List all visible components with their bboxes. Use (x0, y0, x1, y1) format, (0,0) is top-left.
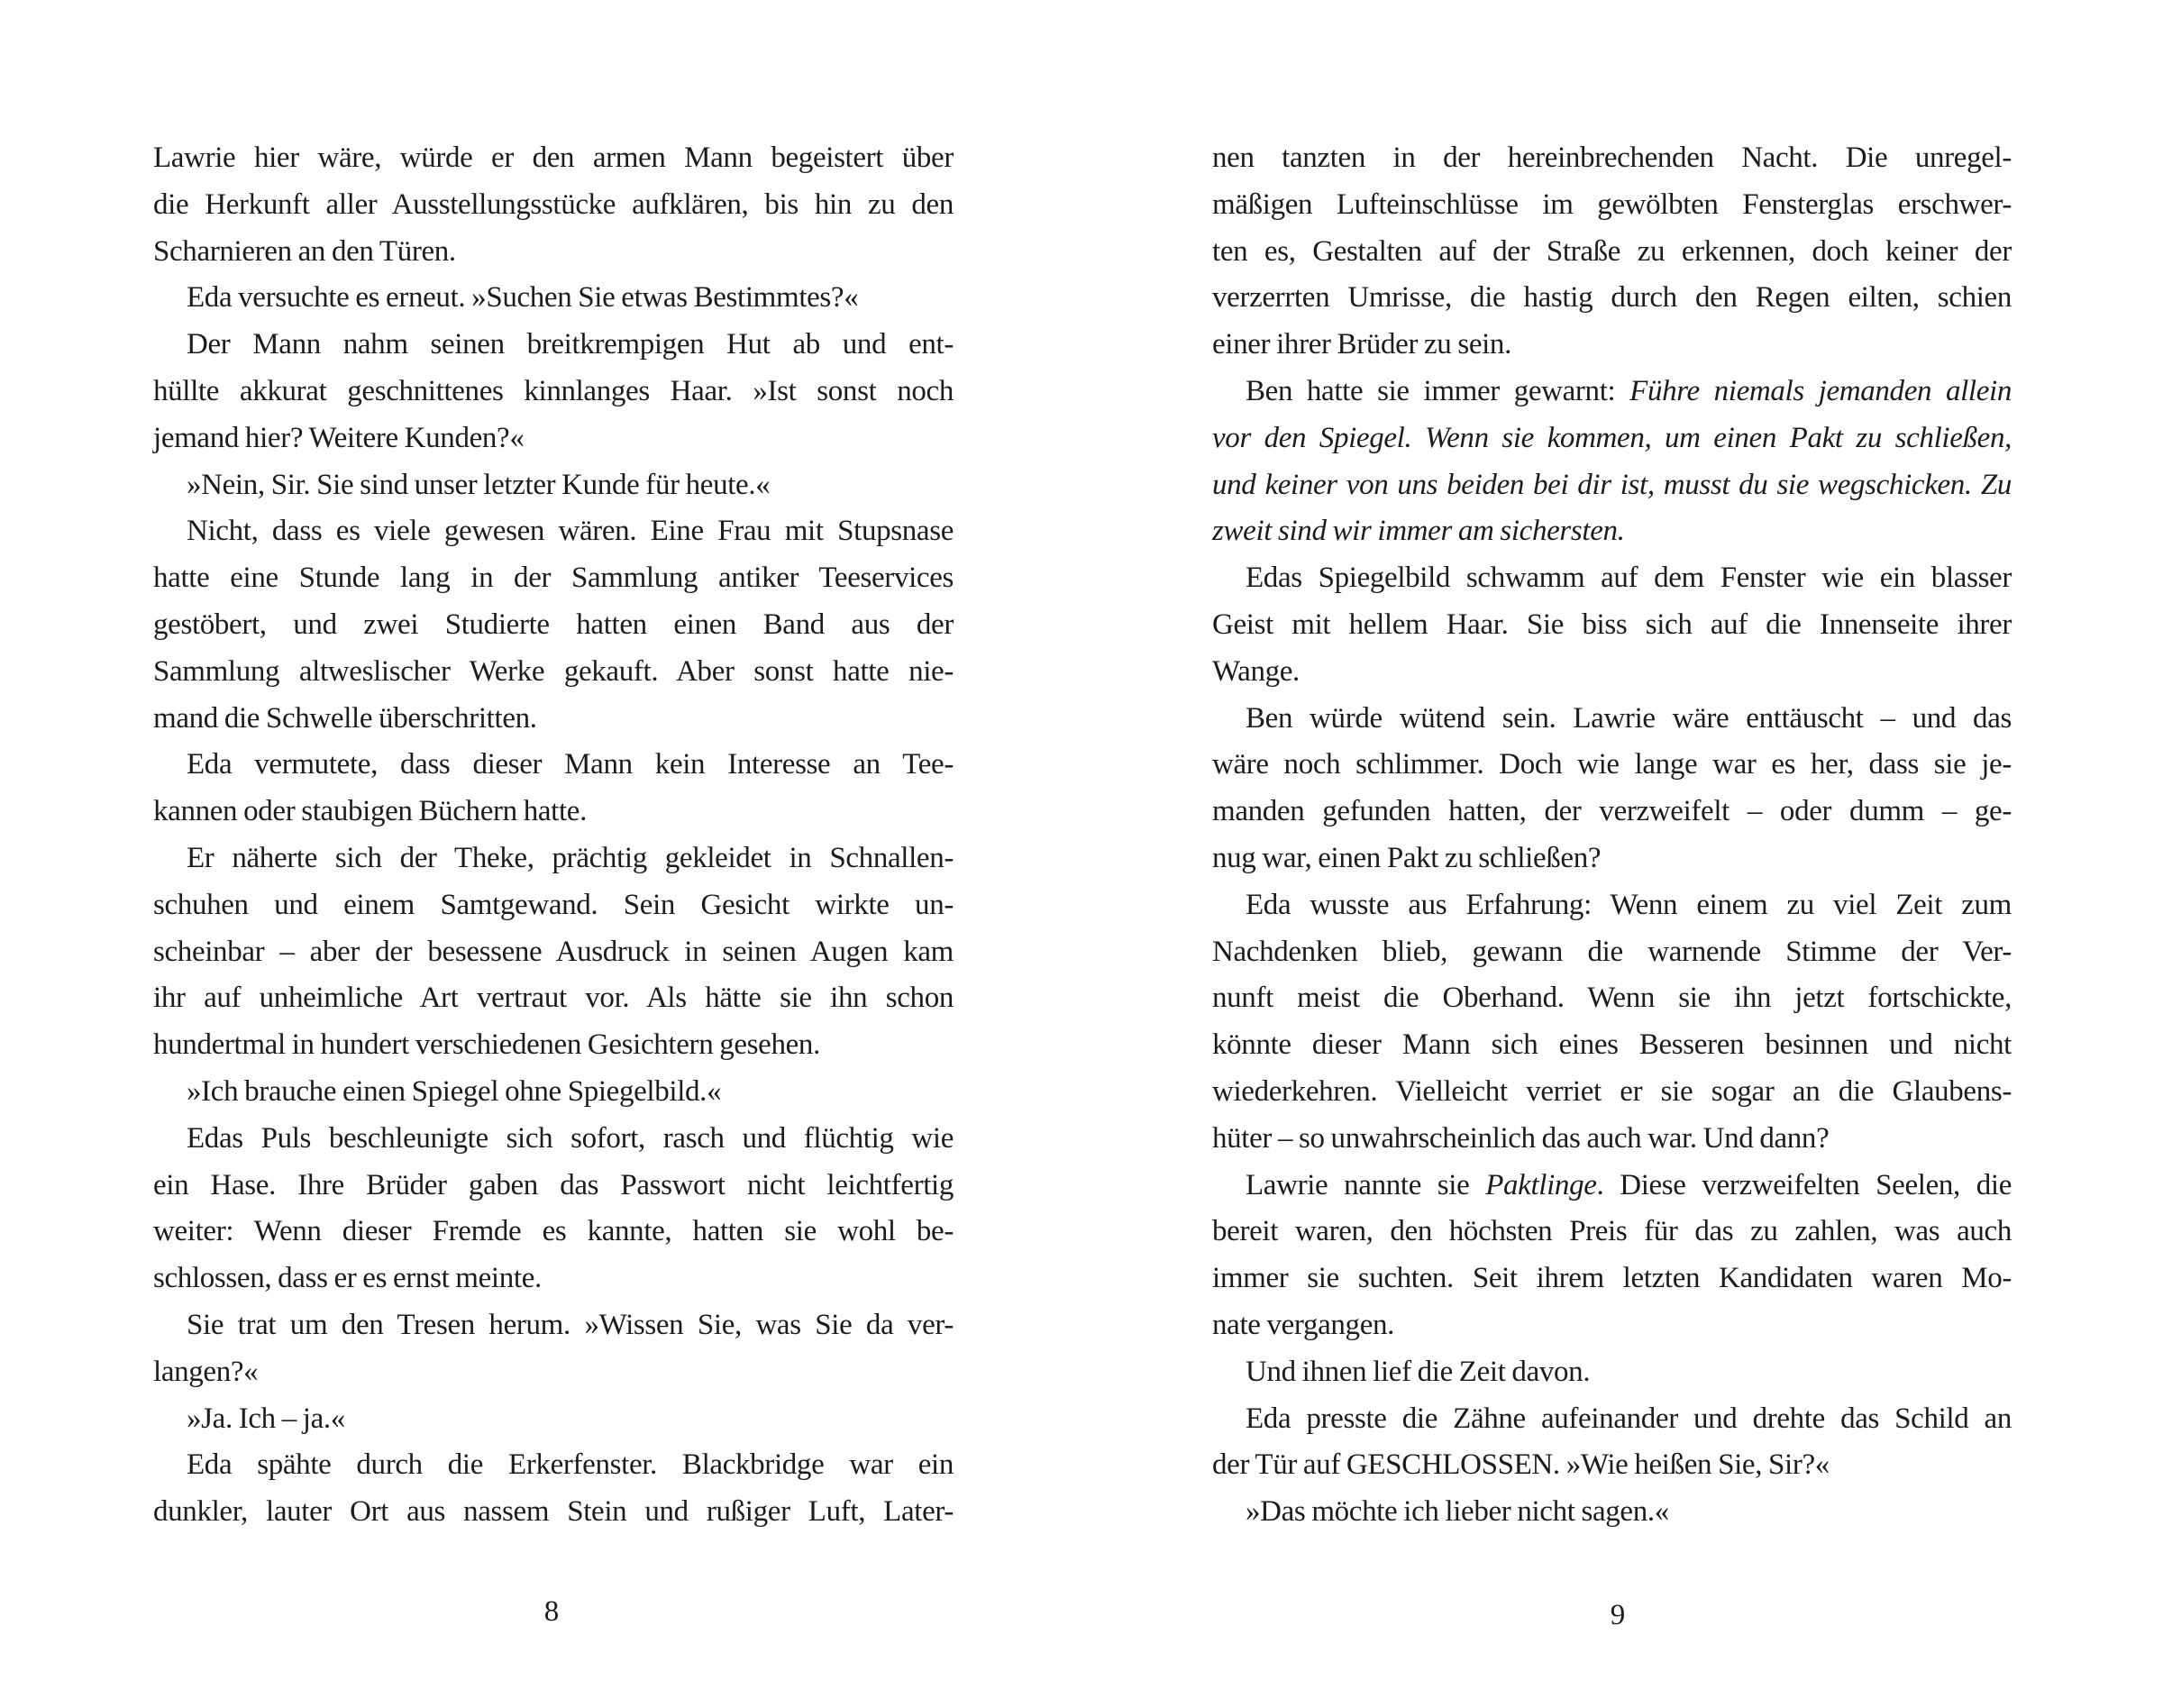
text-line (153, 1163, 954, 1210)
text-line (153, 836, 954, 882)
text-line (153, 1349, 954, 1396)
text-segment: nunft meist die Oberhand. Wenn sie ihn jetzt fortschickte, (1212, 982, 2012, 1015)
italic-text: und keiner von uns beiden bei dir ist, musst du sie wegschicken. Zu (1212, 468, 2012, 501)
text-segment: immer sie suchten. Seit ihrem letzten Kandidaten waren Mo- (1212, 1262, 2012, 1295)
text-segment: Der Mann nahm seinen breitkrempigen Hut ab und ent- (187, 328, 954, 361)
text-segment: Edas Puls beschleunigte sich sofort, rasch und flüchtig wie (187, 1121, 954, 1155)
text-segment: »Ja. Ich – ja.« (187, 1402, 345, 1435)
text-segment: Nicht, dass es viele gewesen wären. Eine Frau mit Stupsnase (187, 515, 954, 548)
text-segment: Scharnieren an den Türen. (153, 234, 456, 268)
text-line (153, 416, 954, 462)
text-line (153, 135, 954, 182)
page-number-left: 8 (543, 1595, 560, 1628)
text-line (1212, 1163, 2012, 1210)
text-line (1212, 1069, 2012, 1116)
text-segment: Geist mit hellem Haar. Sie biss sich auf die Innenseite ihrer (1212, 607, 2012, 641)
text-line (153, 462, 954, 509)
text-segment: Und ihnen lief die Zeit davon. (1246, 1355, 1591, 1388)
text-line (153, 1442, 954, 1489)
right-page (1082, 0, 2163, 1708)
text-line (1212, 882, 2012, 929)
text-line (1212, 275, 2012, 322)
text-segment: scheinbar – aber der besessene Ausdruck in seinen Augen kam (153, 935, 954, 968)
text-line (153, 182, 954, 229)
text-segment: ein Hase. Ihre Brüder gaben das Passwort nicht leichtfertig (153, 1168, 954, 1201)
text-line (153, 1209, 954, 1256)
text-line (1212, 1442, 2012, 1489)
text-line (153, 1256, 954, 1302)
text-segment: der Tür auf GESCHLOSSEN. »Wie heißen Sie, Sir?« (1212, 1448, 1830, 1482)
text-segment: wiederkehren. Vielleicht verriet er sie sogar an die Glaubens- (1212, 1074, 2012, 1108)
text-segment: hüllte akkurat geschnittenes kinnlanges Haar. »Ist sonst noch (153, 374, 954, 407)
text-segment: Eda vermutete, dass dieser Mann kein Interesse an Tee- (187, 748, 954, 781)
text-line (153, 975, 954, 1022)
text-line (153, 929, 954, 976)
text-line (153, 1302, 954, 1349)
text-line (153, 1489, 954, 1536)
text-line (1212, 696, 2012, 743)
text-line (153, 882, 954, 929)
text-line (1212, 1256, 2012, 1302)
text-segment: gestöbert, und zwei Studierte hatten einen Band aus der (153, 607, 954, 641)
text-line (153, 789, 954, 836)
text-segment: Er näherte sich der Theke, prächtig gekleidet in Schnallen- (187, 841, 954, 874)
text-line (153, 555, 954, 602)
text-segment: die Herkunft aller Ausstellungsstücke aufklären, bis hin zu den (153, 187, 954, 221)
text-line (153, 322, 954, 369)
text-line (1212, 229, 2012, 276)
text-segment: jemand hier? Weitere Kunden?« (153, 421, 525, 454)
text-segment: . Diese verzweifelten Seelen, die (1596, 1168, 2012, 1201)
text-line (1212, 416, 2012, 462)
text-line (1212, 1116, 2012, 1163)
text-segment: Eda presste die Zähne aufeinander und drehte das Schild an (1246, 1402, 2012, 1435)
text-line (1212, 1209, 2012, 1256)
italic-text: zweit sind wir immer am sichersten. (1212, 515, 1625, 548)
text-segment: bereit waren, den höchsten Preis für das zu zahlen, was auch (1212, 1215, 2012, 1248)
text-segment: Eda versuchte es erneut. »Suchen Sie etwas Bestimmtes?« (187, 281, 859, 315)
text-line (153, 369, 954, 416)
text-segment: manden gefunden hatten, der verzweifelt – oder dumm – ge- (1212, 795, 2012, 828)
text-line (1212, 369, 2012, 416)
text-segment: nen tanzten in der hereinbrechenden Nacht. Die unregel- (1212, 142, 2012, 174)
text-line (1212, 1396, 2012, 1443)
text-segment: wäre noch schlimmer. Doch wie lange war es her, dass sie je- (1212, 748, 2012, 781)
text-segment: einer ihrer Brüder zu sein. (1212, 328, 1511, 361)
text-segment: hatte eine Stunde lang in der Sammlung antiker Teeservices (153, 562, 954, 595)
text-line (1212, 1489, 2012, 1536)
text-line (1212, 975, 2012, 1022)
text-segment: ihr auf unheimliche Art vertraut vor. Als hätte sie ihn schon (153, 982, 954, 1015)
right-page-text (1212, 135, 2012, 1536)
text-segment: »Das möchte ich lieber nicht sagen.« (1246, 1495, 1669, 1529)
text-line (153, 1022, 954, 1069)
text-segment: dunkler, lauter Ort aus nassem Stein und rußiger Luft, Later- (153, 1495, 954, 1529)
text-segment: könnte dieser Mann sich eines Besseren besinnen und nicht (1212, 1028, 2012, 1062)
text-line (153, 602, 954, 649)
text-line (1212, 789, 2012, 836)
text-line (153, 1069, 954, 1116)
text-segment: Eda spähte durch die Erkerfenster. Blackbridge war ein (187, 1448, 954, 1482)
text-line (1212, 555, 2012, 602)
text-segment: kannen oder staubigen Büchern hatte. (153, 795, 587, 828)
text-line (1212, 929, 2012, 976)
text-line (153, 696, 954, 743)
text-segment: hüter – so unwahrscheinlich das auch war. Und dann? (1212, 1121, 1830, 1155)
text-segment: langen?« (153, 1355, 259, 1388)
text-segment: Lawrie hier wäre, würde er den armen Mann begeistert über (153, 142, 954, 174)
text-line (153, 275, 954, 322)
text-line (1212, 462, 2012, 509)
text-line (153, 649, 954, 696)
text-line (1212, 1302, 2012, 1349)
left-page-text (153, 135, 954, 1536)
text-segment: Edas Spiegelbild schwamm auf dem Fenster wie ein blasser (1246, 562, 2012, 595)
text-segment: Sie trat um den Tresen herum. »Wissen Sie, was Sie da ver- (187, 1308, 954, 1341)
text-line (1212, 602, 2012, 649)
text-segment: Nachdenken blieb, gewann die warnende Stimme der Ver- (1212, 935, 2012, 968)
text-segment: Eda wusste aus Erfahrung: Wenn einem zu viel Zeit zum (1246, 888, 2012, 921)
text-segment: Ben würde wütend sein. Lawrie wäre enttäuscht – und das (1246, 701, 2012, 735)
text-line (1212, 182, 2012, 229)
text-line (1212, 135, 2012, 182)
text-segment: weiter: Wenn dieser Fremde es kannte, hatten sie wohl be- (153, 1215, 954, 1248)
text-line (153, 229, 954, 276)
italic-text: vor den Spiegel. Wenn sie kommen, um einen Pakt zu schließen, (1212, 421, 2012, 454)
italic-text: Führe niemals jemanden allein (1629, 374, 2012, 407)
text-segment: »Ich brauche einen Spiegel ohne Spiegelbild.« (187, 1074, 722, 1108)
text-line (1212, 1022, 2012, 1069)
text-line (1212, 322, 2012, 369)
text-line (1212, 508, 2012, 555)
text-line (153, 1396, 954, 1443)
page-number-right: 9 (1610, 1599, 1626, 1631)
text-segment: Sammlung altweslischer Werke gekauft. Aber sonst hatte nie- (153, 654, 954, 688)
text-line (1212, 742, 2012, 789)
italic-text: Paktlinge (1485, 1168, 1597, 1201)
text-segment: schlossen, dass er es ernst meinte. (153, 1262, 542, 1295)
text-line (153, 1116, 954, 1163)
text-segment: mand die Schwelle überschritten. (153, 701, 537, 735)
text-segment: Ben hatte sie immer gewarnt: (1246, 374, 1630, 407)
text-segment: nate vergangen. (1212, 1308, 1395, 1341)
text-segment: »Nein, Sir. Sie sind unser letzter Kunde für heute.« (187, 468, 771, 501)
text-segment: Lawrie nannte sie (1246, 1168, 1486, 1201)
text-segment: Wange. (1212, 654, 1300, 688)
text-line (153, 508, 954, 555)
text-segment: mäßigen Lufteinschlüsse im gewölbten Fensterglas erschwer- (1212, 187, 2012, 221)
text-line (1212, 649, 2012, 696)
text-line (153, 742, 954, 789)
text-segment: hundertmal in hundert verschiedenen Gesichtern gesehen. (153, 1028, 820, 1062)
text-segment: nug war, einen Pakt zu schließen? (1212, 841, 1602, 874)
text-segment: verzerrten Umrisse, die hastig durch den Regen eilten, schien (1212, 281, 2012, 315)
text-segment: schuhen und einem Samtgewand. Sein Gesicht wirkte un- (153, 888, 954, 921)
text-line (1212, 1349, 2012, 1396)
text-line (1212, 836, 2012, 882)
text-segment: ten es, Gestalten auf der Straße zu erkennen, doch keiner der (1212, 234, 2012, 268)
